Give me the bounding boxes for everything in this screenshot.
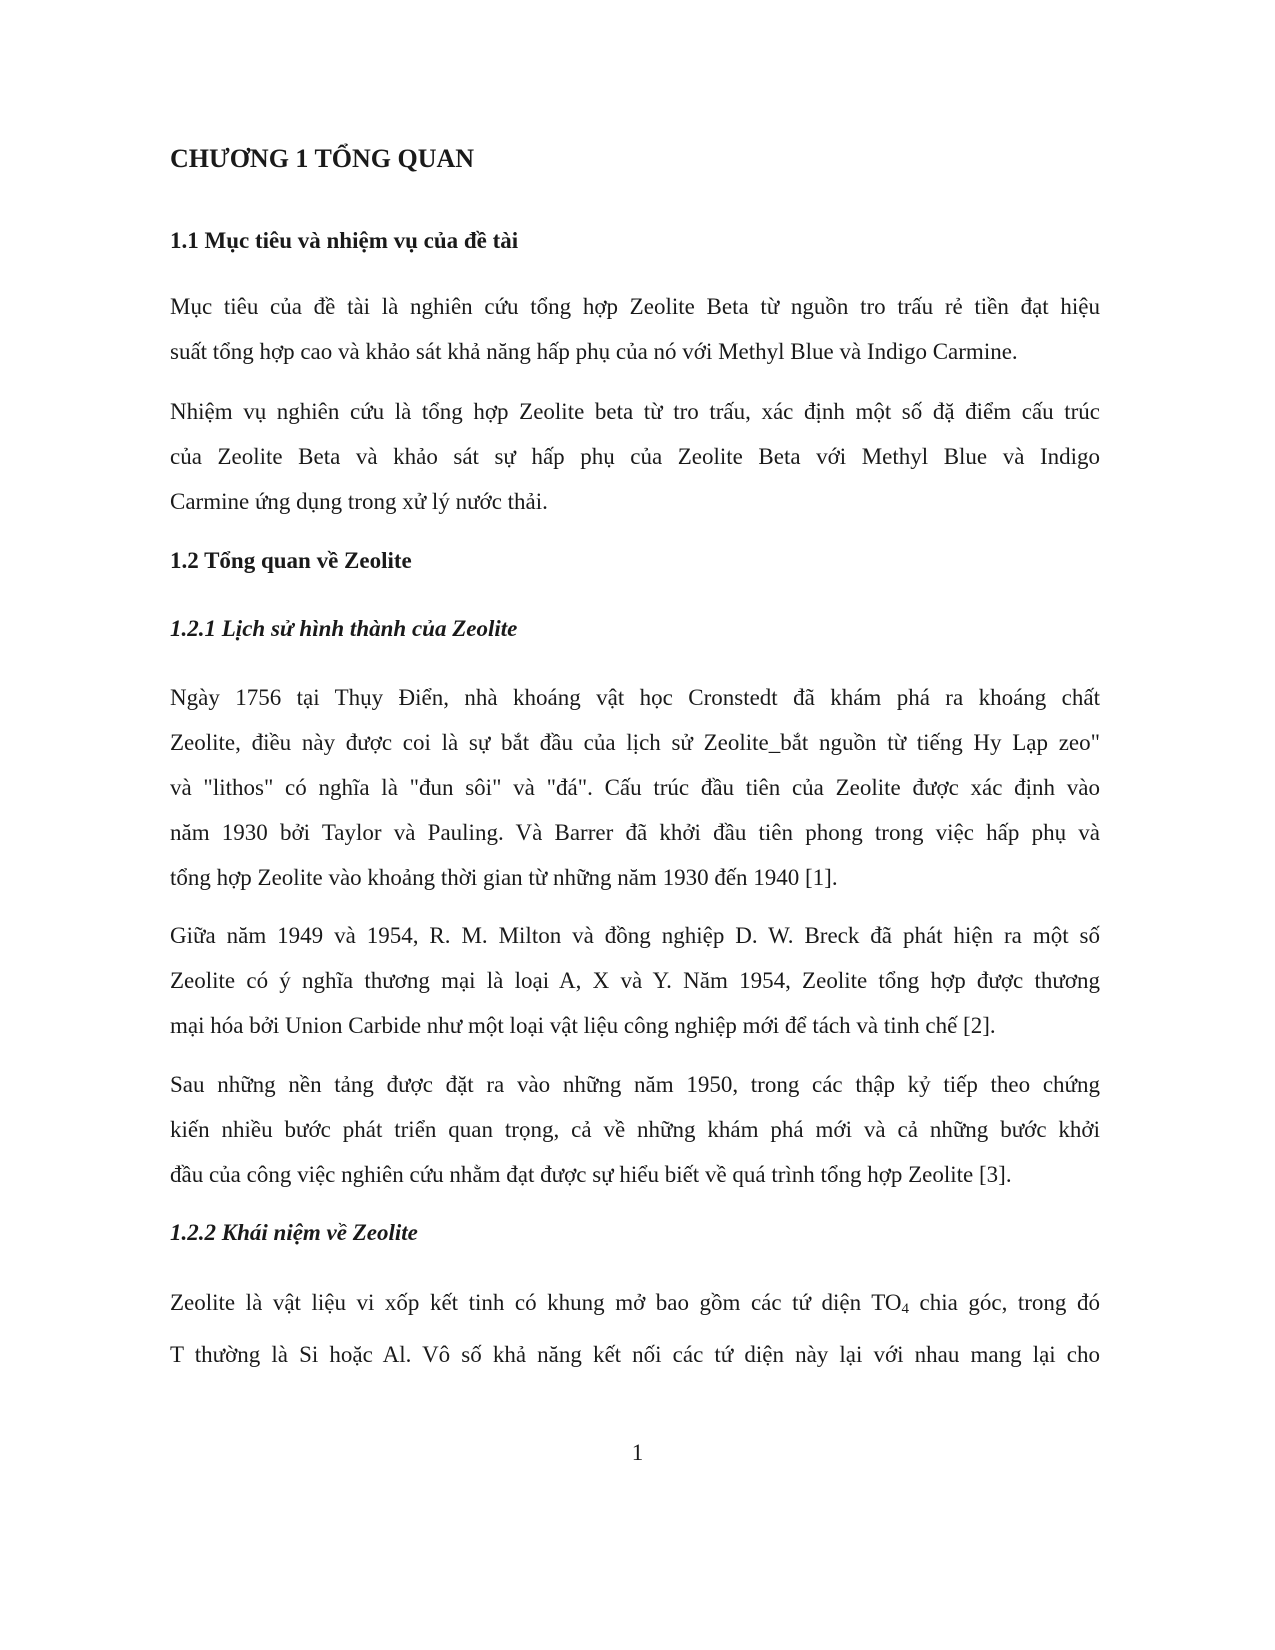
paragraph-concept <box>170 1280 1100 1377</box>
subsection-heading-1-2-2: 1.2.2 Khái niệm về Zeolite <box>170 1220 418 1245</box>
text-line: năm 1930 bởi Taylor và Pauling. Và Barrer đã khởi đầu tiên phong trong việc hấp phụ và <box>170 820 1100 845</box>
text-line: đầu của công việc nghiên cứu nhằm đạt được sự hiểu biết về quá trình tổng hợp Zeolite [3]. <box>170 1162 1012 1187</box>
section-heading-1-1: 1.1 Mục tiêu và nhiệm vụ của đề tài <box>170 228 519 253</box>
paragraph-history-3 <box>170 1062 1100 1197</box>
paragraph-tasks <box>170 389 1100 524</box>
text-line: Zeolite, điều này được coi là sự bắt đầu của lịch sử Zeolite_bắt nguồn từ tiếng Hy Lạp zeo" <box>170 730 1100 755</box>
section-heading-1-2: 1.2 Tổng quan về Zeolite <box>170 548 412 573</box>
text-line: Zeolite có ý nghĩa thương mại là loại A, X và Y. Năm 1954, Zeolite tổng hợp được thương <box>170 968 1100 993</box>
text-line: Ngày 1756 tại Thụy Điển, nhà khoáng vật học Cronstedt đã khám phá ra khoáng chất <box>170 685 1100 710</box>
paragraph-history-2 <box>170 913 1100 1048</box>
text-fragment: Zeolite là vật liệu vi xốp kết tinh có khung mở bao gồm các tứ diện TO <box>170 1290 902 1315</box>
chapter-title: CHƯƠNG 1 TỔNG QUAN <box>170 144 475 173</box>
text-line: Giữa năm 1949 và 1954, R. M. Milton và đồng nghiệp D. W. Breck đã phát hiện ra một số <box>170 923 1100 948</box>
text-line: suất tổng hợp cao và khảo sát khả năng hấp phụ của nó với Methyl Blue và Indigo Carmine. <box>170 339 1018 364</box>
text-line: Sau những nền tảng được đặt ra vào những năm 1950, trong các thập kỷ tiếp theo chứng <box>170 1072 1100 1097</box>
text-line: tổng hợp Zeolite vào khoảng thời gian từ những năm 1930 đến 1940 [1]. <box>170 865 838 890</box>
subsection-heading-1-2-1: 1.2.1 Lịch sử hình thành của Zeolite <box>170 616 518 641</box>
text-line: Carmine ứng dụng trong xử lý nước thải. <box>170 489 548 514</box>
text-line: mại hóa bởi Union Carbide như một loại vật liệu công nghiệp mới để tách và tinh chế [2]. <box>170 1013 996 1038</box>
paragraph-objectives <box>170 284 1100 374</box>
subscript: 4 <box>901 1301 909 1317</box>
text-line: của Zeolite Beta và khảo sát sự hấp phụ của Zeolite Beta với Methyl Blue và Indigo <box>170 444 1100 469</box>
paragraph-history-1 <box>170 675 1100 900</box>
text-line: Mục tiêu của đề tài là nghiên cứu tổng hợp Zeolite Beta từ nguồn tro trấu rẻ tiền đạt hiệu <box>170 294 1100 319</box>
text-line: T thường là Si hoặc Al. Vô số khả năng kết nối các tứ diện này lại với nhau mang lại cho <box>170 1342 1100 1367</box>
page-number: 1 <box>631 1440 644 1465</box>
text-line <box>170 1280 1100 1332</box>
text-fragment: chia góc, trong đó <box>909 1290 1100 1315</box>
text-line: và "lithos" có nghĩa là "đun sôi" và "đá". Cấu trúc đầu tiên của Zeolite được xác định vào <box>170 775 1100 800</box>
text-line: Nhiệm vụ nghiên cứu là tổng hợp Zeolite beta từ tro trấu, xác định một số đặ điểm cấu trúc <box>170 399 1100 424</box>
text-line: kiến nhiều bước phát triển quan trọng, cả về những khám phá mới và cả những bước khởi <box>170 1117 1100 1142</box>
